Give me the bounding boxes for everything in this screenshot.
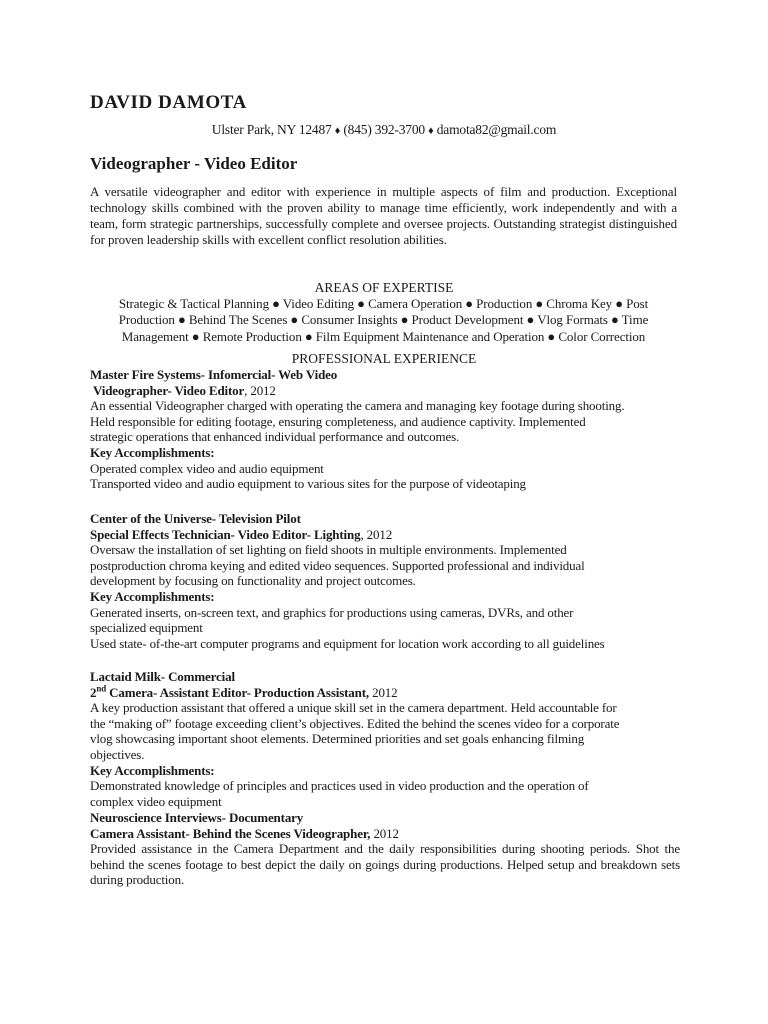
role-title: Videographer- Video Editor: [93, 382, 245, 398]
areas-line: Strategic & Tactical Planning ● Video Editing ● Camera Operation ● Production ● Chroma Key ● Post: [118, 296, 649, 311]
job-entry: [90, 367, 680, 492]
job-description-line: objectives.: [90, 746, 145, 762]
job-description-line: postproduction chroma keying and edited video sequences. Supported professional and individual: [90, 557, 585, 573]
job-entry: [90, 669, 680, 809]
key-accomplishments-label: Key Accomplishments:: [90, 444, 215, 460]
professional-title: Videographer - Video Editor: [90, 154, 298, 173]
diamond-separator-icon: ♦: [334, 125, 341, 137]
role-number: 2: [90, 684, 97, 700]
job-description-line: vlog showcasing important shoot elements. Determined priorities and set goals enhancing filming: [90, 731, 585, 747]
areas-heading: AREAS OF EXPERTISE: [314, 280, 454, 295]
job-role: [90, 826, 680, 842]
address: Ulster Park, NY 12487: [211, 122, 332, 137]
accomplishment-line: specialized equipment: [90, 620, 203, 636]
phone: (845) 392-3700: [343, 122, 425, 137]
role-year: , 2012: [360, 526, 393, 542]
job-description-line: development by focusing on functionality and project outcomes.: [90, 573, 416, 589]
email: damota82@gmail.com: [436, 122, 557, 137]
role-title: Camera- Assistant Editor- Production Assistant,: [106, 684, 369, 700]
areas-line: Production ● Behind The Scenes ● Consumer Insights ● Product Development ● Vlog Formats ● Time: [118, 312, 649, 328]
company-name: Center of the Universe- Television Pilot: [90, 511, 301, 526]
job-description-line: Oversaw the installation of set lighting on field shoots in multiple environments. Implemented: [90, 542, 567, 558]
areas-of-expertise: [90, 296, 677, 345]
key-accomplishments-label: Key Accomplishments:: [90, 762, 215, 778]
role-year: 2012: [369, 684, 398, 700]
accomplishment-line: Demonstrated knowledge of principles and practices used in video production and the operation of: [90, 778, 589, 794]
role-year: 2012: [370, 825, 399, 841]
job-entry: [90, 511, 680, 651]
job-role: [90, 383, 680, 399]
role-year: , 2012: [244, 382, 276, 398]
job-role: [90, 685, 680, 701]
company-name: Master Fire Systems- Infomercial- Web Video: [90, 367, 338, 382]
role-ordinal-suffix: nd: [96, 683, 107, 694]
accomplishment-line: Generated inserts, on-screen text, and graphics for productions using cameras, DVRs, and other: [90, 604, 574, 620]
experience-heading: PROFESSIONAL EXPERIENCE: [291, 351, 477, 366]
contact-line: [0, 121, 768, 140]
job-role: [90, 527, 680, 543]
summary-paragraph: A versatile videographer and editor with experience in multiple aspects of film and production. Exceptional technology skills combined with the proven ability to manage time efficiently, work independently and with a team, form strategic partnerships, successfully complete and oversee projects. Outstanding strategist distinguished for proven leadership skills with excellent conflict resolution abilities.: [90, 184, 677, 247]
job-description-line: strategic operations that enhanced individual performance and outcomes.: [90, 429, 460, 445]
job-description-line: A key production assistant that offered a unique skill set in the camera department. Held accountable for: [90, 700, 617, 716]
job-description-line: Held responsible for editing footage, ensuring completeness, and audience captivity. Implemented: [90, 413, 586, 429]
diamond-separator-icon: ♦: [428, 125, 434, 137]
job-entry: [90, 810, 680, 888]
areas-line: Management ● Remote Production ● Film Equipment Maintenance and Operation ● Color Correction: [121, 328, 646, 344]
accomplishment-line: Used state- of-the-art computer programs and equipment for location work according to all guidelines: [90, 635, 605, 651]
key-accomplishments-label: Key Accomplishments:: [90, 588, 215, 604]
company-name: Lactaid Milk- Commercial: [90, 669, 235, 684]
accomplishment-line: Transported video and audio equipment to various sites for the purpose of videotaping: [90, 476, 526, 492]
role-title: Special Effects Technician- Video Editor- Lighting: [90, 526, 361, 542]
company-name: Neuroscience Interviews- Documentary: [90, 810, 304, 825]
job-description-line: the “making of” footage exceeding client’s objectives. Edited the behind the scenes video for a corporate: [90, 715, 620, 731]
job-description: Provided assistance in the Camera Department and the daily responsibilities during shooting periods. Shot the behind the scenes footage to best depict the daily on goings during productions. Helped setup and breakdown sets during production.: [90, 841, 680, 888]
job-description-line: An essential Videographer charged with operating the camera and managing key footage during shooting.: [90, 398, 625, 414]
candidate-name: DAVID DAMOTA: [90, 92, 247, 113]
accomplishment-line: complex video equipment: [90, 793, 222, 809]
accomplishment-line: Operated complex video and audio equipment: [90, 460, 324, 476]
role-title: Camera Assistant- Behind the Scenes Videographer,: [90, 825, 371, 841]
